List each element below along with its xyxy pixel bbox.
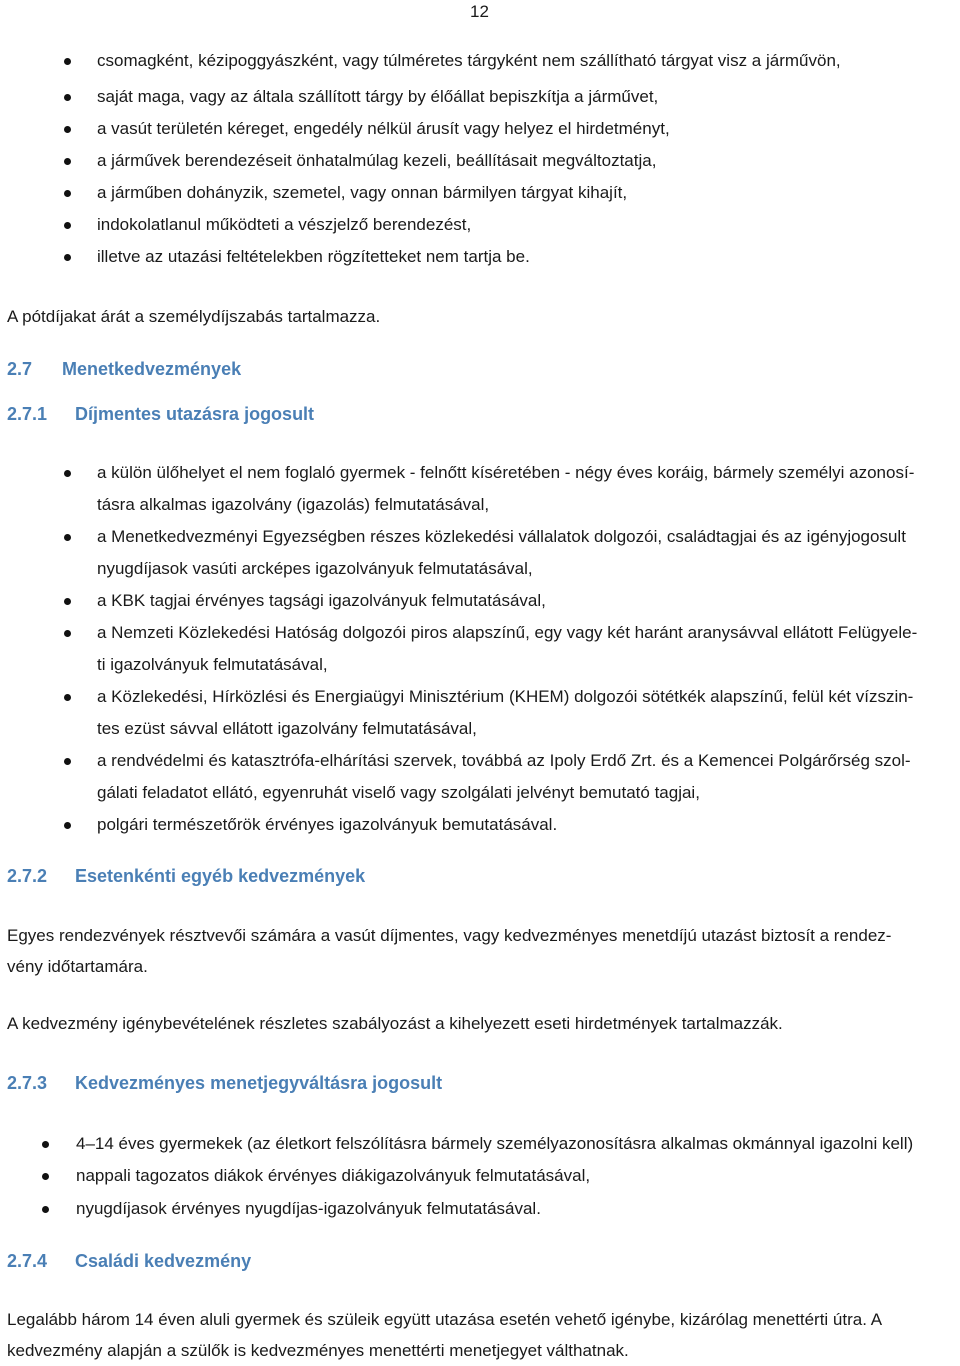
- list-item-line: gálati feladatot ellátó, egyenruhát viselő vagy szolgálati jelvényt bemutató tagjai,: [97, 783, 700, 802]
- heading-number: 2.7.2: [7, 866, 48, 886]
- bullet-icon: [64, 822, 71, 829]
- heading-2-7-1: [7, 402, 314, 426]
- list-item-line: a Nemzeti Közlekedési Hatóság dolgozói piros alapszínű, egy vagy két haránt aranysávval ellátott Felügyele-: [97, 623, 918, 642]
- list-item-line: a rendvédelmi és katasztrófa-elhárítási szervek, továbbá az Ipoly Erdő Zrt. és a Kemencei Polgárőrség szol-: [97, 751, 911, 770]
- bullet-icon: [64, 598, 71, 605]
- list-item-line: nyugdíjasok vasúti arcképes igazolványuk felmutatásával,: [97, 559, 533, 578]
- paragraph-potdij: A pótdíjakat árát a személydíjszabás tartalmazza.: [7, 307, 381, 326]
- bullet-icon: [64, 694, 71, 701]
- heading-2-7-2: [7, 864, 365, 888]
- heading-title: Esetenkénti egyéb kedvezmények: [75, 866, 366, 886]
- heading-2-7-4: [7, 1249, 251, 1273]
- bullet-icon: [42, 1206, 49, 1213]
- list-item: indokolatlanul működteti a vészjelző berendezést,: [97, 215, 472, 234]
- bullet-icon: [64, 222, 71, 229]
- paragraph-csaladi: [7, 1304, 955, 1366]
- bullet-icon: [64, 94, 71, 101]
- bullet-icon: [64, 254, 71, 261]
- list-item-line: a KBK tagjai érvényes tagsági igazolványuk felmutatásával,: [97, 591, 546, 610]
- list-item: saját maga, vagy az általa szállított tárgy by élőállat bepiszkítja a járművet,: [97, 87, 659, 106]
- bullet-icon: [64, 158, 71, 165]
- heading-number: 2.7.4: [7, 1251, 48, 1271]
- bullet-icon: [64, 58, 71, 65]
- bullet-icon: [42, 1141, 49, 1148]
- bullet-icon: [64, 126, 71, 133]
- list-item: nappali tagozatos diákok érvényes diákigazolványuk felmutatásával,: [76, 1166, 591, 1185]
- paragraph-egyes: [7, 920, 955, 982]
- heading-number: 2.7.1: [7, 404, 48, 424]
- list-item: a járműben dohányzik, szemetel, vagy onnan bármilyen tárgyat kihajít,: [97, 183, 628, 202]
- list-item: a vasút területén kéreget, engedély nélkül árusít vagy helyez el hirdetményt,: [97, 119, 670, 138]
- paragraph-line: Legalább három 14 éven aluli gyermek és szüleik együtt utazása esetén vehető igénybe, kizárólag menettérti útra. A: [7, 1310, 883, 1329]
- heading-title: Kedvezményes menetjegyváltásra jogosult: [75, 1073, 443, 1093]
- heading-number: 2.7.3: [7, 1073, 48, 1093]
- list-item-line: tásra alkalmas igazolvány (igazolás) felmutatásával,: [97, 495, 490, 514]
- heading-2-7-3: [7, 1071, 442, 1095]
- list-item-line: a külön ülőhelyet el nem foglaló gyermek - felnőtt kíséretében - négy éves koráig, bármely személyi azonosí-: [97, 463, 915, 482]
- heading-title: Családi kedvezmény: [75, 1251, 252, 1271]
- paragraph-line: vény időtartamára.: [7, 957, 148, 976]
- heading-number: 2.7: [7, 359, 33, 379]
- list-item: csomagként, kézipoggyászként, vagy túlméretes tárgyként nem szállítható tárgyat visz a járművön,: [97, 51, 841, 70]
- list-item: illetve az utazási feltételekben rögzítetteket nem tartja be.: [97, 247, 530, 266]
- bullet-icon: [64, 534, 71, 541]
- bullet-icon: [64, 758, 71, 765]
- list-item: nyugdíjasok érvényes nyugdíjas-igazolványuk felmutatásával.: [76, 1199, 541, 1218]
- bullet-icon: [64, 470, 71, 477]
- heading-title: Menetkedvezmények: [62, 359, 242, 379]
- paragraph-line: Egyes rendezvények résztvevői számára a vasút díjmentes, vagy kedvezményes menetdíjú utazást biztosít a rendez-: [7, 926, 892, 945]
- page-number: 12: [470, 2, 489, 21]
- bullet-icon: [42, 1173, 49, 1180]
- list-item-line: ti igazolványuk felmutatásával,: [97, 655, 328, 674]
- heading-title: Díjmentes utazásra jogosult: [75, 404, 315, 424]
- paragraph-kedvezmeny: A kedvezmény igénybevételének részletes szabályozást a kihelyezett eseti hirdetmények tartalmazzák.: [7, 1014, 783, 1033]
- bullet-icon: [64, 630, 71, 637]
- heading-2-7: [7, 357, 241, 381]
- list-item-line: polgári természetőrök érvényes igazolványuk bemutatásával.: [97, 815, 558, 834]
- paragraph-line: kedvezmény alapján a szülők is kedvezményes menettérti menetjegyet válthatnak.: [7, 1341, 629, 1360]
- list-item-line: tes ezüst sávval ellátott igazolvány felmutatásával,: [97, 719, 477, 738]
- list-item-line: a Közlekedési, Hírközlési és Energiaügyi Minisztérium (KHEM) dolgozói sötétkék alapszínű, felül két vízszin-: [97, 687, 914, 706]
- list-item: 4–14 éves gyermekek (az életkort felszólításra bármely személyazonosításra alkalmas okmánnyal igazolni kell): [76, 1134, 914, 1153]
- bullet-icon: [64, 190, 71, 197]
- list-item: a járművek berendezéseit önhatalmúlag kezeli, beállításait megváltoztatja,: [97, 151, 657, 170]
- list-item-line: a Menetkedvezményi Egyezségben részes közlekedési vállalatok dolgozói, családtagjai és az igényjogosult: [97, 527, 906, 546]
